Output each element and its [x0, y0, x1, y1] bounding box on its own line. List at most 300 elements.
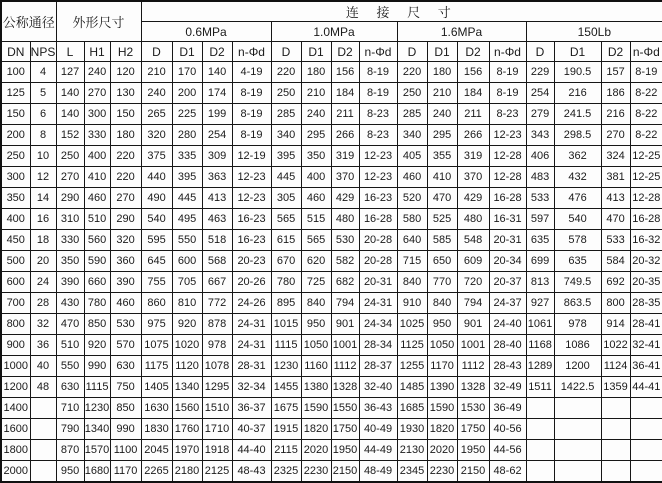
- table-row: [1, 104, 662, 125]
- cell: 1590: [301, 398, 331, 419]
- cell: 48: [30, 377, 56, 398]
- cell: 901: [331, 314, 359, 335]
- cell: 445: [172, 188, 202, 209]
- cell: [554, 461, 601, 483]
- cell: 920: [84, 335, 110, 356]
- cell: 1390: [427, 377, 457, 398]
- table-row: [1, 62, 662, 83]
- cell: 343: [526, 125, 554, 146]
- cell: 590: [84, 251, 110, 272]
- column-header: n-Φd: [232, 42, 271, 62]
- cell: 216: [601, 104, 630, 125]
- cell: 24-31: [359, 293, 397, 314]
- cell: 254: [526, 83, 554, 104]
- cell: 24-34: [359, 314, 397, 335]
- cell: 28-43: [489, 356, 526, 377]
- cell: 48-49: [359, 461, 397, 483]
- cell: 413: [202, 188, 232, 209]
- cell: 584: [601, 251, 630, 272]
- cell: 585: [427, 230, 457, 251]
- column-header: D1: [301, 42, 331, 62]
- cell: 4: [30, 62, 56, 83]
- cell: 840: [301, 293, 331, 314]
- cell: 12-28: [489, 146, 526, 167]
- cell: 2180: [172, 461, 202, 483]
- cell: 2150: [457, 461, 489, 483]
- cell: 130: [110, 83, 141, 104]
- cell: 240: [427, 104, 457, 125]
- cell: 530: [331, 230, 359, 251]
- cell: 1115: [271, 335, 301, 356]
- cell: 20-23: [232, 251, 271, 272]
- cell: 530: [110, 314, 141, 335]
- cell: 1630: [141, 398, 172, 419]
- cell: 460: [110, 293, 141, 314]
- cell: 8-19: [359, 62, 397, 83]
- cell: 395: [271, 146, 301, 167]
- cell: 1359: [601, 377, 630, 398]
- cell: 150: [1, 104, 30, 125]
- cell: 8-23: [489, 104, 526, 125]
- cell: 24-31: [232, 314, 271, 335]
- cell: 210: [301, 83, 331, 104]
- cell: 285: [271, 104, 301, 125]
- cell: 1115: [84, 377, 110, 398]
- cell: 620: [301, 251, 331, 272]
- cell: 180: [301, 62, 331, 83]
- cell: 1255: [397, 356, 427, 377]
- cell: 470: [427, 188, 457, 209]
- table-row: [1, 419, 662, 440]
- cell: 2345: [397, 461, 427, 483]
- cell: 44-40: [232, 440, 271, 461]
- cell: 1750: [331, 419, 359, 440]
- cell: 1750: [457, 419, 489, 440]
- table-row: [1, 188, 662, 209]
- column-header: D: [526, 42, 554, 62]
- cell: 660: [84, 272, 110, 293]
- cell: 44-41: [630, 377, 662, 398]
- cell: 2000: [1, 461, 30, 483]
- cell: 270: [84, 83, 110, 104]
- cell: 430: [56, 293, 84, 314]
- cell: 710: [56, 398, 84, 419]
- cell: 330: [56, 230, 84, 251]
- cell: 790: [56, 419, 84, 440]
- cell: 265: [141, 104, 172, 125]
- header-group-1-0mpa: 1.0MPa: [271, 22, 397, 42]
- cell: 8-22: [630, 104, 662, 125]
- cell: 36-43: [359, 398, 397, 419]
- cell: 780: [271, 272, 301, 293]
- cell: 1175: [141, 356, 172, 377]
- cell: 28-40: [489, 335, 526, 356]
- cell: 360: [110, 251, 141, 272]
- cell: [30, 419, 56, 440]
- cell: 920: [172, 314, 202, 335]
- cell: 36-41: [630, 356, 662, 377]
- cell: 16-28: [359, 209, 397, 230]
- cell: 140: [56, 83, 84, 104]
- cell: 1078: [202, 356, 232, 377]
- cell: 310: [56, 209, 84, 230]
- cell: 568: [202, 251, 232, 272]
- cell: 8-19: [630, 62, 662, 83]
- cell: 241.5: [554, 104, 601, 125]
- column-header: L: [56, 42, 84, 62]
- cell: 300: [84, 104, 110, 125]
- cell: 363: [202, 167, 232, 188]
- cell: 12-25: [630, 146, 662, 167]
- table-row: [1, 398, 662, 419]
- column-header: D2: [457, 42, 489, 62]
- cell: 1086: [554, 335, 601, 356]
- cell: 1680: [84, 461, 110, 483]
- cell: 1930: [397, 419, 427, 440]
- cell: 324: [601, 146, 630, 167]
- header-row-column-labels: [1, 42, 662, 62]
- cell: 266: [331, 125, 359, 146]
- cell: 210: [141, 62, 172, 83]
- cell: 1800: [1, 440, 30, 461]
- cell: 20-35: [630, 272, 662, 293]
- cell: 266: [457, 125, 489, 146]
- cell: 1328: [331, 377, 359, 398]
- cell: 229: [526, 62, 554, 83]
- cell: 1510: [202, 398, 232, 419]
- cell: 140: [56, 104, 84, 125]
- cell: 901: [457, 314, 489, 335]
- cell: 406: [526, 146, 554, 167]
- cell: 1124: [601, 356, 630, 377]
- column-header: D1: [172, 42, 202, 62]
- cell: 900: [1, 335, 30, 356]
- table-row: [1, 356, 662, 377]
- cell: 20-28: [359, 251, 397, 272]
- column-header: DN: [1, 42, 30, 62]
- cell: 220: [110, 146, 141, 167]
- cell: 156: [331, 62, 359, 83]
- cell: 800: [1, 314, 30, 335]
- cell: 429: [457, 188, 489, 209]
- cell: 270: [110, 188, 141, 209]
- header-connection-dimensions: 连 接 尺 寸: [141, 1, 662, 22]
- cell: 216: [554, 83, 601, 104]
- cell: 12-28: [630, 188, 662, 209]
- cell: 645: [141, 251, 172, 272]
- table-row: [1, 167, 662, 188]
- cell: [601, 440, 630, 461]
- cell: 240: [84, 62, 110, 83]
- cell: 1710: [202, 419, 232, 440]
- cell: 750: [110, 377, 141, 398]
- cell: 460: [301, 188, 331, 209]
- cell: 300: [1, 167, 30, 188]
- cell: 570: [110, 335, 141, 356]
- cell: 330: [84, 125, 110, 146]
- cell: 910: [397, 293, 427, 314]
- cell: 870: [56, 440, 84, 461]
- cell: 150: [110, 104, 141, 125]
- column-header: n-Φd: [489, 42, 526, 62]
- cell: 240: [301, 104, 331, 125]
- cell: 335: [172, 146, 202, 167]
- column-header: n-Φd: [630, 42, 662, 62]
- cell: 32: [30, 314, 56, 335]
- column-header: D2: [202, 42, 232, 62]
- cell: 595: [141, 230, 172, 251]
- cell: 200: [1, 125, 30, 146]
- cell: 152: [56, 125, 84, 146]
- cell: 20: [30, 251, 56, 272]
- cell: 157: [601, 62, 630, 83]
- cell: [630, 461, 662, 483]
- cell: 480: [331, 209, 359, 230]
- cell: 565: [271, 209, 301, 230]
- cell: 32-41: [630, 335, 662, 356]
- cell: 895: [271, 293, 301, 314]
- cell: 950: [301, 314, 331, 335]
- cell: 476: [554, 188, 601, 209]
- cell: [630, 398, 662, 419]
- cell: 6: [30, 104, 56, 125]
- cell: 1970: [172, 440, 202, 461]
- cell: 1050: [301, 335, 331, 356]
- cell: 2130: [397, 440, 427, 461]
- cell: 309: [202, 146, 232, 167]
- cell: 18: [30, 230, 56, 251]
- cell: 810: [172, 293, 202, 314]
- cell: 490: [141, 188, 172, 209]
- cell: 794: [457, 293, 489, 314]
- cell: 515: [301, 209, 331, 230]
- cell: 319: [457, 146, 489, 167]
- column-header: D: [397, 42, 427, 62]
- cell: 840: [397, 272, 427, 293]
- cell: 1022: [601, 335, 630, 356]
- cell: 540: [554, 209, 601, 230]
- cell: 1950: [457, 440, 489, 461]
- cell: 1125: [397, 335, 427, 356]
- cell: 8-23: [359, 125, 397, 146]
- cell: [554, 419, 601, 440]
- column-header: D1: [427, 42, 457, 62]
- cell: 48-62: [489, 461, 526, 483]
- cell: 285: [397, 104, 427, 125]
- column-header: H2: [110, 42, 141, 62]
- cell: 450: [1, 230, 30, 251]
- cell: 250: [56, 146, 84, 167]
- cell: 582: [331, 251, 359, 272]
- cell: 682: [331, 272, 359, 293]
- cell: 16-23: [232, 209, 271, 230]
- cell: 32-40: [359, 377, 397, 398]
- cell: 20-37: [489, 272, 526, 293]
- cell: 800: [601, 293, 630, 314]
- cell: 2150: [331, 461, 359, 483]
- cell: 1000: [1, 356, 30, 377]
- cell: 250: [397, 83, 427, 104]
- cell: 667: [202, 272, 232, 293]
- cell: 533: [601, 230, 630, 251]
- cell: 370: [457, 167, 489, 188]
- cell: 390: [56, 272, 84, 293]
- cell: 460: [397, 167, 427, 188]
- cell: 510: [84, 209, 110, 230]
- header-overall-dimensions: 外形尺寸: [56, 1, 141, 42]
- cell: 24-37: [489, 293, 526, 314]
- cell: 12: [30, 167, 56, 188]
- cell: [526, 419, 554, 440]
- cell: 24-40: [489, 314, 526, 335]
- cell: 548: [457, 230, 489, 251]
- cell: 635: [526, 230, 554, 251]
- cell: 1820: [301, 419, 331, 440]
- cell: 1100: [110, 440, 141, 461]
- cell: 705: [172, 272, 202, 293]
- cell: 1675: [271, 398, 301, 419]
- cell: 2230: [301, 461, 331, 483]
- cell: 20-31: [359, 272, 397, 293]
- cell: 1170: [110, 461, 141, 483]
- cell: 28-41: [630, 314, 662, 335]
- cell: 1340: [172, 377, 202, 398]
- cell: 20-28: [359, 230, 397, 251]
- cell: 40: [30, 356, 56, 377]
- cell: 2265: [141, 461, 172, 483]
- cell: 755: [141, 272, 172, 293]
- cell: 2125: [202, 461, 232, 483]
- cell: 320: [110, 230, 141, 251]
- cell: 12-23: [232, 188, 271, 209]
- cell: 350: [301, 146, 331, 167]
- cell: 1112: [331, 356, 359, 377]
- cell: 140: [202, 62, 232, 83]
- cell: 2020: [427, 440, 457, 461]
- cell: 375: [141, 146, 172, 167]
- cell: 28-35: [630, 293, 662, 314]
- column-header: D2: [331, 42, 359, 62]
- cell: 16: [30, 209, 56, 230]
- cell: 1422.5: [554, 377, 601, 398]
- cell: 390: [110, 272, 141, 293]
- cell: 184: [331, 83, 359, 104]
- cell: 1200: [1, 377, 30, 398]
- cell: 20-31: [489, 230, 526, 251]
- table-row: [1, 83, 662, 104]
- cell: 1289: [526, 356, 554, 377]
- cell: 5: [30, 83, 56, 104]
- cell: 990: [84, 356, 110, 377]
- cell: 24: [30, 272, 56, 293]
- cell: 305: [271, 188, 301, 209]
- cell: 878: [202, 314, 232, 335]
- cell: 220: [110, 167, 141, 188]
- cell: 1455: [271, 377, 301, 398]
- cell: 125: [1, 83, 30, 104]
- cell: 225: [172, 104, 202, 125]
- cell: 20-34: [489, 251, 526, 272]
- cell: 210: [427, 83, 457, 104]
- cell: 211: [457, 104, 489, 125]
- cell: 340: [397, 125, 427, 146]
- cell: 28: [30, 293, 56, 314]
- cell: 1820: [427, 419, 457, 440]
- cell: 44-49: [359, 440, 397, 461]
- cell: 199: [202, 104, 232, 125]
- table-row: [1, 293, 662, 314]
- cell: 1001: [331, 335, 359, 356]
- cell: 670: [271, 251, 301, 272]
- cell: 483: [526, 167, 554, 188]
- cell: 699: [526, 251, 554, 272]
- cell: 495: [172, 209, 202, 230]
- cell: 100: [1, 62, 30, 83]
- cell: 1570: [84, 440, 110, 461]
- cell: 1025: [397, 314, 427, 335]
- table-row: [1, 272, 662, 293]
- cell: 28-34: [359, 335, 397, 356]
- cell: 16-23: [359, 188, 397, 209]
- cell: 794: [331, 293, 359, 314]
- cell: 2325: [271, 461, 301, 483]
- cell: 16-28: [489, 188, 526, 209]
- cell: 975: [141, 314, 172, 335]
- cell: 600: [172, 251, 202, 272]
- table-row: [1, 440, 662, 461]
- cell: 1600: [1, 419, 30, 440]
- cell: 270: [56, 167, 84, 188]
- cell: 220: [271, 62, 301, 83]
- cell: 413: [601, 188, 630, 209]
- cell: 630: [56, 377, 84, 398]
- cell: 28-37: [359, 356, 397, 377]
- cell: 1918: [202, 440, 232, 461]
- cell: 405: [397, 146, 427, 167]
- cell: 533: [526, 188, 554, 209]
- cell: 525: [427, 209, 457, 230]
- header-row-groups: [1, 1, 662, 22]
- cell: 990: [110, 419, 141, 440]
- cell: 1685: [397, 398, 427, 419]
- cell: 12-23: [359, 146, 397, 167]
- cell: 180: [110, 125, 141, 146]
- cell: 1405: [141, 377, 172, 398]
- header-group-0-6mpa: 0.6MPa: [141, 22, 271, 42]
- cell: 580: [397, 209, 427, 230]
- cell: 1950: [331, 440, 359, 461]
- cell: 280: [172, 125, 202, 146]
- table-row: [1, 146, 662, 167]
- cell: 2045: [141, 440, 172, 461]
- cell: 578: [554, 230, 601, 251]
- cell: 429: [331, 188, 359, 209]
- cell: 1120: [172, 356, 202, 377]
- cell: [601, 461, 630, 483]
- column-header: H1: [84, 42, 110, 62]
- cell: 12-23: [359, 167, 397, 188]
- cell: 1001: [457, 335, 489, 356]
- cell: 650: [427, 251, 457, 272]
- cell: 186: [601, 83, 630, 104]
- cell: 1075: [141, 335, 172, 356]
- table-row: [1, 251, 662, 272]
- cell: 540: [141, 209, 172, 230]
- cell: 16-31: [489, 209, 526, 230]
- cell: 24-31: [232, 335, 271, 356]
- cell: 410: [84, 167, 110, 188]
- cell: 250: [1, 146, 30, 167]
